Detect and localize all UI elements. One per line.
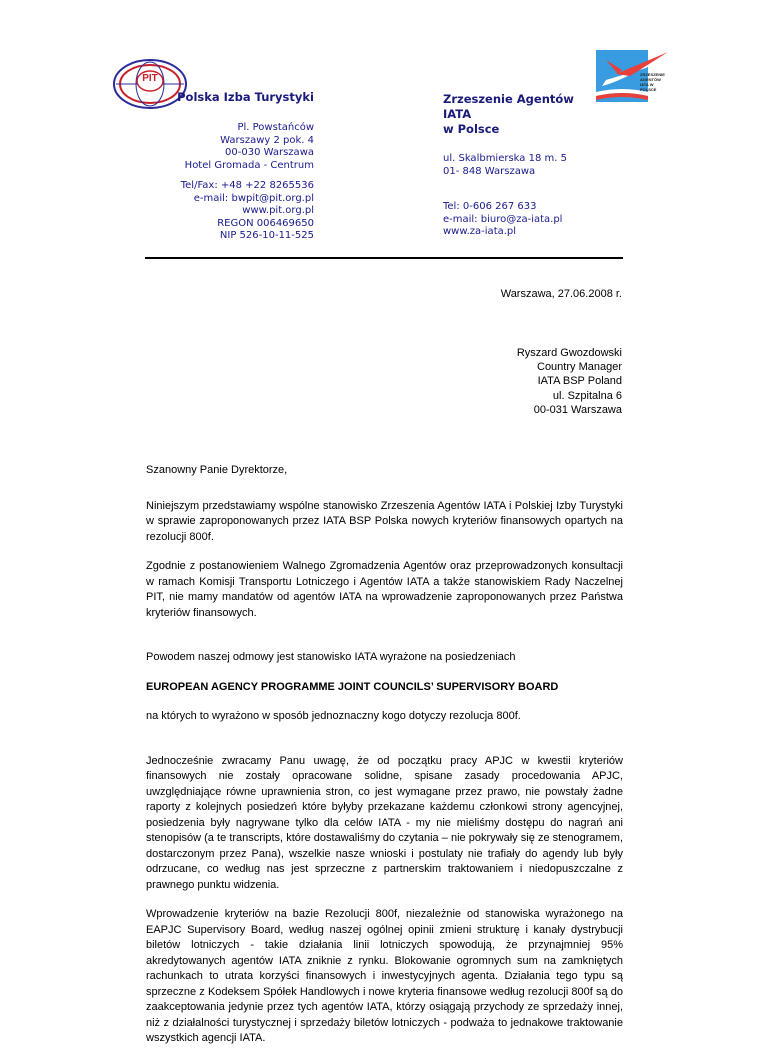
recipient-line: ul. Szpitalna 6	[552, 389, 622, 402]
contact-line: REGON 006469650	[217, 217, 314, 229]
org-name-line: w Polsce	[443, 122, 500, 136]
paragraph: Niniejszym przedstawiamy wspólne stanowisko Zrzeszenia Agentów IATA i Polskiej Izby Turystyki w sprawie zaproponowanych przez IATA BSP Polska nowych kryteriów finansowych opartych na rezolucji 800f.	[146, 499, 623, 543]
letter-date: Warszawa, 27.06.2008 r.	[500, 288, 622, 300]
contact-line: Tel/Fax: +48 +22 8265536	[180, 180, 314, 191]
salutation: Szanowny Panie Dyrektorze,	[146, 464, 288, 476]
pit-name: Polska Izba Turystyki	[177, 90, 314, 104]
contact-line: www.pit.org.pl	[242, 205, 314, 216]
paragraph: Powodem naszej odmowy jest stanowisko IATA wyrażone na posiedzeniach	[146, 651, 516, 663]
address-line: 01- 848 Warszawa	[443, 165, 536, 177]
za-iata-logo	[596, 50, 672, 106]
header-divider	[145, 257, 623, 259]
address-line: 00-030 Warszawa	[225, 147, 314, 158]
board-heading: EUROPEAN AGENCY PROGRAMME JOINT COUNCILS’ SUPERVISORY BOARD	[146, 680, 559, 693]
pit-contact	[150, 180, 314, 243]
za-contact	[443, 201, 562, 239]
pit-address	[150, 122, 314, 172]
recipient-line: 00-031 Warszawa	[533, 403, 622, 416]
contact-line: e-mail: biuro@za-iata.pl	[443, 213, 563, 225]
address-line: ul. Skalbmierska 18 m. 5	[443, 153, 567, 164]
paragraph: Jednocześnie zwracamy Panu uwagę, że od początku pracy APJC w kwestii kryteriów finansowych nie zostały opracowane solidne, spisane zasady procedowania APJC, uwzględniające równe uprawnienia stron, co jest wymagane przez prawo, nie powstały żadne raporty z kolejnych posiedzeń które byłyby przekazane każdemu członkowi strony agencyjnej, posiedzenia były nagrywane tylko dla celów IATA - my nie mieliśmy dostępu do nagrań ani stenopisów (a te transcripts, które dostawaliśmy do czytania – nie pokrywały się ze stenogramem, dostarczonym przez Pana), wszelkie nasze wnioski i postulaty nie trafiały do agendy lub były odrzucane, co według nas jest sprzeczne z partnerskim traktowaniem i niedopuszczalne z prawnego punktu widzenia.	[146, 754, 623, 891]
contact-line: NIP 526-10-11-525	[219, 230, 314, 241]
recipient-line: Country Manager	[537, 361, 622, 374]
contact-line: e-mail: bwpit@pit.org.pl	[193, 192, 314, 204]
za-name	[443, 92, 574, 137]
contact-line: Tel: 0-606 267 633	[443, 201, 537, 212]
recipient-address	[517, 346, 622, 417]
address-line: Hotel Gromada - Centrum	[184, 159, 314, 171]
za-address	[443, 153, 567, 178]
pit-logo-text: PIT	[142, 73, 158, 84]
paragraph: Zgodnie z postanowieniem Walnego Zgromadzenia Agentów oraz przeprowadzonych konsultacji w ramach Komisji Transportu Lotniczego i Agentów IATA a także stanowiskiem Rady Naczelnej PIT, nie mamy mandatów od agentów IATA na wprowadzenie zaproponowanych przez Państwa kryteriów finansowych.	[146, 560, 623, 619]
org-name-line: Zrzeszenie Agentów	[443, 92, 574, 106]
paragraph: Wprowadzenie kryteriów na bazie Rezolucji 800f, niezależnie od stanowiska wyrażonego na EAPJC Supervisory Board, według naszej ogólnej opinii zmieni strukturę i kanały dystrybucji biletów lotniczych - takie działania linii lotniczych spowodują, że przynajmniej 95% akredytowanych agentów IATA zniknie z rynku. Blokowanie ogromnych sum na zamkniętych rachunkach to utrata korzyści finansowych i inwestycyjnych agenta. Działania tego typu są sprzeczne z Kodeksem Spółek Handlowych i nowe kryteria finansowe według rezolucji 800f są do zaakceptowania jedynie przez tych agentów IATA, którzy osiągają przychody ze sprzedaży innej, niż z działalności turystycznej i sprzedaży biletów lotniczych - podważa to jednakowe traktowanie wszystkich agencji IATA.	[146, 908, 623, 1044]
letter-body	[146, 463, 623, 1061]
address-line: Pl. Powstańców	[237, 122, 314, 133]
address-line: Warszawy 2 pok. 4	[220, 134, 314, 146]
recipient-line: IATA BSP Poland	[537, 375, 622, 388]
contact-line: www.za-iata.pl	[443, 226, 517, 237]
org-name-line: IATA	[443, 107, 472, 121]
recipient-line: Ryszard Gwozdowski	[516, 347, 622, 359]
paragraph: na których to wyrażono w sposób jednoznaczny kogo dotyczy rezolucja 800f.	[146, 710, 521, 722]
za-logo-text: ZRZESZENIE AGENTÓW IATA W POLSCE	[640, 72, 665, 92]
